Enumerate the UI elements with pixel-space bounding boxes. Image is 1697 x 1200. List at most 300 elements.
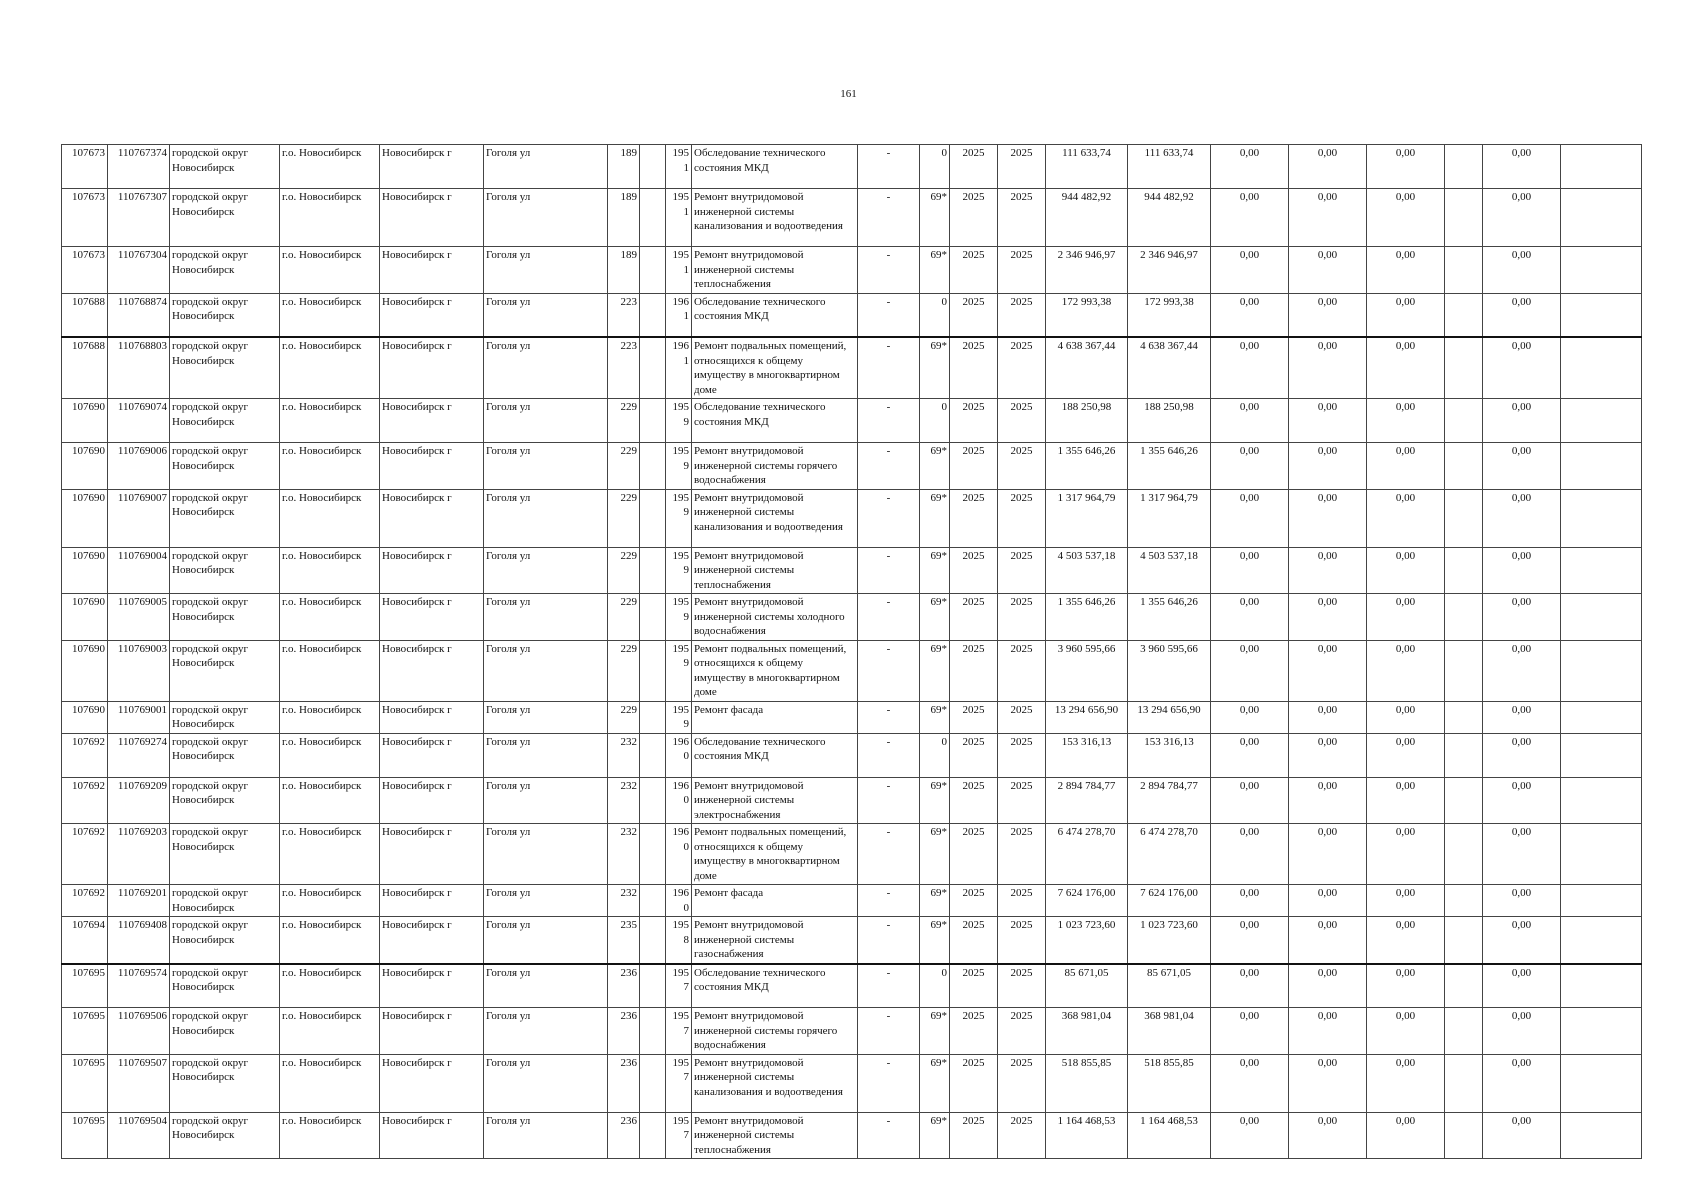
cell-empty bbox=[1561, 489, 1642, 547]
cell-y2: 2025 bbox=[998, 443, 1046, 490]
cell-y1: 2025 bbox=[950, 824, 998, 885]
table-row bbox=[62, 733, 1642, 777]
cell-z3: 0,00 bbox=[1367, 145, 1445, 189]
cell-empty bbox=[1445, 824, 1483, 885]
cell-work: Ремонт фасада bbox=[692, 701, 858, 733]
cell-z2: 0,00 bbox=[1289, 293, 1367, 337]
cell-id: 107692 bbox=[62, 777, 108, 824]
cell-y2: 2025 bbox=[998, 337, 1046, 399]
cell-id: 107695 bbox=[62, 1008, 108, 1055]
cell-work: Ремонт внутридомовой инженерной системы горячего водоснабжения bbox=[692, 443, 858, 490]
cell-sum1: 2 894 784,77 bbox=[1046, 777, 1128, 824]
cell-city: Новосибирск г bbox=[380, 777, 484, 824]
cell-city: Новосибирск г bbox=[380, 247, 484, 294]
cell-z2: 0,00 bbox=[1289, 1054, 1367, 1112]
cell-okrug: городской округ Новосибирск bbox=[170, 824, 280, 885]
cell-street: Гоголя ул bbox=[484, 1008, 608, 1055]
cell-street: Гоголя ул bbox=[484, 293, 608, 337]
cell-code2: 69* bbox=[920, 701, 950, 733]
cell-street: Гоголя ул bbox=[484, 594, 608, 641]
cell-z4: 0,00 bbox=[1483, 594, 1561, 641]
cell-code2: 69* bbox=[920, 824, 950, 885]
cell-y2: 2025 bbox=[998, 247, 1046, 294]
cell-dash: - bbox=[858, 885, 920, 917]
cell-house: 189 bbox=[608, 189, 640, 247]
cell-empty bbox=[1445, 293, 1483, 337]
cell-empty bbox=[1561, 399, 1642, 443]
cell-okrug: городской округ Новосибирск bbox=[170, 1054, 280, 1112]
cell-house: 232 bbox=[608, 885, 640, 917]
cell-z3: 0,00 bbox=[1367, 443, 1445, 490]
cell-empty bbox=[1561, 777, 1642, 824]
cell-z4: 0,00 bbox=[1483, 701, 1561, 733]
cell-city: Новосибирск г bbox=[380, 443, 484, 490]
cell-house: 189 bbox=[608, 145, 640, 189]
cell-z1: 0,00 bbox=[1211, 399, 1289, 443]
cell-empty bbox=[1561, 247, 1642, 294]
cell-okrug: городской округ Новосибирск bbox=[170, 443, 280, 490]
cell-sum2: 3 960 595,66 bbox=[1128, 640, 1211, 701]
table-row bbox=[62, 964, 1642, 1008]
cell-z4: 0,00 bbox=[1483, 917, 1561, 964]
cell-go: г.о. Новосибирск bbox=[280, 824, 380, 885]
cell-dash: - bbox=[858, 399, 920, 443]
cell-code2: 69* bbox=[920, 777, 950, 824]
cell-empty bbox=[1561, 443, 1642, 490]
table-row bbox=[62, 1054, 1642, 1112]
cell-empty bbox=[640, 964, 666, 1008]
cell-y1: 2025 bbox=[950, 247, 998, 294]
cell-empty bbox=[1445, 701, 1483, 733]
cell-code2: 69* bbox=[920, 489, 950, 547]
cell-z1: 0,00 bbox=[1211, 701, 1289, 733]
table-row bbox=[62, 547, 1642, 594]
cell-code2: 69* bbox=[920, 1054, 950, 1112]
cell-house: 229 bbox=[608, 443, 640, 490]
cell-code2: 69* bbox=[920, 885, 950, 917]
cell-empty bbox=[640, 293, 666, 337]
cell-code2: 0 bbox=[920, 964, 950, 1008]
cell-house: 229 bbox=[608, 489, 640, 547]
cell-sum2: 153 316,13 bbox=[1128, 733, 1211, 777]
table-row bbox=[62, 489, 1642, 547]
cell-y1: 2025 bbox=[950, 293, 998, 337]
cell-code: 110767307 bbox=[108, 189, 170, 247]
cell-z3: 0,00 bbox=[1367, 733, 1445, 777]
cell-work: Ремонт внутридомовой инженерной системы холодного водоснабжения bbox=[692, 594, 858, 641]
cell-empty bbox=[1561, 824, 1642, 885]
cell-sum1: 172 993,38 bbox=[1046, 293, 1128, 337]
cell-dash: - bbox=[858, 777, 920, 824]
cell-empty bbox=[1445, 189, 1483, 247]
cell-z3: 0,00 bbox=[1367, 293, 1445, 337]
cell-year: 1959 bbox=[666, 399, 692, 443]
cell-z2: 0,00 bbox=[1289, 247, 1367, 294]
cell-city: Новосибирск г bbox=[380, 399, 484, 443]
cell-code2: 0 bbox=[920, 733, 950, 777]
cell-empty bbox=[1445, 1112, 1483, 1159]
cell-id: 107695 bbox=[62, 964, 108, 1008]
cell-year: 1951 bbox=[666, 247, 692, 294]
cell-empty bbox=[1561, 701, 1642, 733]
cell-house: 236 bbox=[608, 964, 640, 1008]
cell-work: Ремонт фасада bbox=[692, 885, 858, 917]
cell-z1: 0,00 bbox=[1211, 337, 1289, 399]
cell-z4: 0,00 bbox=[1483, 399, 1561, 443]
cell-y2: 2025 bbox=[998, 733, 1046, 777]
cell-code2: 69* bbox=[920, 247, 950, 294]
cell-sum1: 2 346 946,97 bbox=[1046, 247, 1128, 294]
cell-y1: 2025 bbox=[950, 1112, 998, 1159]
cell-z1: 0,00 bbox=[1211, 964, 1289, 1008]
cell-house: 236 bbox=[608, 1112, 640, 1159]
cell-work: Ремонт внутридомовой инженерной системы горячего водоснабжения bbox=[692, 1008, 858, 1055]
cell-sum1: 4 503 537,18 bbox=[1046, 547, 1128, 594]
cell-id: 107690 bbox=[62, 399, 108, 443]
cell-code: 110769274 bbox=[108, 733, 170, 777]
cell-empty bbox=[640, 247, 666, 294]
cell-code: 110769003 bbox=[108, 640, 170, 701]
cell-sum2: 4 638 367,44 bbox=[1128, 337, 1211, 399]
cell-street: Гоголя ул bbox=[484, 189, 608, 247]
cell-y2: 2025 bbox=[998, 547, 1046, 594]
cell-id: 107690 bbox=[62, 594, 108, 641]
cell-street: Гоголя ул bbox=[484, 1112, 608, 1159]
cell-y1: 2025 bbox=[950, 443, 998, 490]
cell-z2: 0,00 bbox=[1289, 547, 1367, 594]
cell-dash: - bbox=[858, 337, 920, 399]
cell-y1: 2025 bbox=[950, 885, 998, 917]
cell-work: Ремонт внутридомовой инженерной системы теплоснабжения bbox=[692, 547, 858, 594]
table-row bbox=[62, 443, 1642, 490]
cell-house: 236 bbox=[608, 1008, 640, 1055]
cell-empty bbox=[1561, 547, 1642, 594]
cell-dash: - bbox=[858, 1008, 920, 1055]
cell-year: 1959 bbox=[666, 701, 692, 733]
cell-work: Ремонт внутридомовой инженерной системы канализования и водоотведения bbox=[692, 1054, 858, 1112]
cell-z3: 0,00 bbox=[1367, 489, 1445, 547]
cell-code2: 69* bbox=[920, 547, 950, 594]
cell-city: Новосибирск г bbox=[380, 964, 484, 1008]
cell-go: г.о. Новосибирск bbox=[280, 247, 380, 294]
cell-empty bbox=[640, 1054, 666, 1112]
cell-empty bbox=[1561, 640, 1642, 701]
cell-empty bbox=[640, 547, 666, 594]
cell-code: 110769203 bbox=[108, 824, 170, 885]
cell-z4: 0,00 bbox=[1483, 1112, 1561, 1159]
cell-go: г.о. Новосибирск bbox=[280, 1054, 380, 1112]
cell-empty bbox=[1561, 917, 1642, 964]
cell-street: Гоголя ул bbox=[484, 777, 608, 824]
cell-work: Обследование технического состояния МКД bbox=[692, 293, 858, 337]
cell-z4: 0,00 bbox=[1483, 885, 1561, 917]
cell-city: Новосибирск г bbox=[380, 594, 484, 641]
cell-code2: 69* bbox=[920, 1008, 950, 1055]
cell-sum2: 13 294 656,90 bbox=[1128, 701, 1211, 733]
cell-y2: 2025 bbox=[998, 777, 1046, 824]
cell-house: 229 bbox=[608, 594, 640, 641]
cell-work: Ремонт внутридомовой инженерной системы теплоснабжения bbox=[692, 247, 858, 294]
cell-y2: 2025 bbox=[998, 293, 1046, 337]
cell-z4: 0,00 bbox=[1483, 547, 1561, 594]
cell-code: 110769504 bbox=[108, 1112, 170, 1159]
cell-z4: 0,00 bbox=[1483, 640, 1561, 701]
cell-street: Гоголя ул bbox=[484, 443, 608, 490]
cell-okrug: городской округ Новосибирск bbox=[170, 189, 280, 247]
cell-z2: 0,00 bbox=[1289, 733, 1367, 777]
cell-id: 107673 bbox=[62, 247, 108, 294]
cell-dash: - bbox=[858, 964, 920, 1008]
table-row bbox=[62, 399, 1642, 443]
cell-z1: 0,00 bbox=[1211, 885, 1289, 917]
cell-sum2: 518 855,85 bbox=[1128, 1054, 1211, 1112]
cell-house: 223 bbox=[608, 293, 640, 337]
cell-work: Обследование технического состояния МКД bbox=[692, 399, 858, 443]
cell-go: г.о. Новосибирск bbox=[280, 1008, 380, 1055]
cell-street: Гоголя ул bbox=[484, 489, 608, 547]
table-row bbox=[62, 293, 1642, 337]
cell-city: Новосибирск г bbox=[380, 917, 484, 964]
cell-z2: 0,00 bbox=[1289, 1008, 1367, 1055]
cell-year: 1960 bbox=[666, 733, 692, 777]
cell-go: г.о. Новосибирск bbox=[280, 964, 380, 1008]
cell-work: Ремонт внутридомовой инженерной системы канализования и водоотведения bbox=[692, 489, 858, 547]
cell-empty bbox=[1445, 777, 1483, 824]
cell-year: 1958 bbox=[666, 917, 692, 964]
cell-y2: 2025 bbox=[998, 145, 1046, 189]
cell-y1: 2025 bbox=[950, 547, 998, 594]
table-row bbox=[62, 594, 1642, 641]
cell-dash: - bbox=[858, 547, 920, 594]
cell-empty bbox=[640, 489, 666, 547]
cell-house: 223 bbox=[608, 337, 640, 399]
cell-okrug: городской округ Новосибирск bbox=[170, 594, 280, 641]
cell-dash: - bbox=[858, 1054, 920, 1112]
cell-id: 107688 bbox=[62, 293, 108, 337]
cell-z3: 0,00 bbox=[1367, 594, 1445, 641]
cell-z3: 0,00 bbox=[1367, 399, 1445, 443]
cell-y1: 2025 bbox=[950, 145, 998, 189]
cell-code2: 69* bbox=[920, 189, 950, 247]
cell-year: 1960 bbox=[666, 885, 692, 917]
cell-city: Новосибирск г bbox=[380, 733, 484, 777]
cell-z1: 0,00 bbox=[1211, 247, 1289, 294]
cell-code: 110767374 bbox=[108, 145, 170, 189]
cell-z4: 0,00 bbox=[1483, 443, 1561, 490]
cell-year: 1961 bbox=[666, 293, 692, 337]
cell-dash: - bbox=[858, 824, 920, 885]
cell-year: 1959 bbox=[666, 594, 692, 641]
cell-work: Ремонт внутридомовой инженерной системы газоснабжения bbox=[692, 917, 858, 964]
cell-z4: 0,00 bbox=[1483, 247, 1561, 294]
cell-go: г.о. Новосибирск bbox=[280, 1112, 380, 1159]
cell-y1: 2025 bbox=[950, 1008, 998, 1055]
cell-house: 232 bbox=[608, 824, 640, 885]
cell-y2: 2025 bbox=[998, 885, 1046, 917]
cell-id: 107673 bbox=[62, 145, 108, 189]
cell-z1: 0,00 bbox=[1211, 443, 1289, 490]
cell-street: Гоголя ул bbox=[484, 145, 608, 189]
cell-empty bbox=[1445, 917, 1483, 964]
cell-go: г.о. Новосибирск bbox=[280, 145, 380, 189]
cell-empty bbox=[640, 1008, 666, 1055]
cell-z4: 0,00 bbox=[1483, 733, 1561, 777]
cell-code2: 69* bbox=[920, 594, 950, 641]
cell-z2: 0,00 bbox=[1289, 885, 1367, 917]
cell-house: 232 bbox=[608, 733, 640, 777]
cell-okrug: городской округ Новосибирск bbox=[170, 640, 280, 701]
cell-okrug: городской округ Новосибирск bbox=[170, 777, 280, 824]
cell-city: Новосибирск г bbox=[380, 1054, 484, 1112]
cell-z2: 0,00 bbox=[1289, 777, 1367, 824]
cell-sum2: 6 474 278,70 bbox=[1128, 824, 1211, 885]
cell-house: 229 bbox=[608, 547, 640, 594]
cell-z3: 0,00 bbox=[1367, 885, 1445, 917]
cell-sum2: 1 023 723,60 bbox=[1128, 917, 1211, 964]
cell-z2: 0,00 bbox=[1289, 337, 1367, 399]
cell-y1: 2025 bbox=[950, 701, 998, 733]
cell-sum2: 2 346 946,97 bbox=[1128, 247, 1211, 294]
cell-z4: 0,00 bbox=[1483, 824, 1561, 885]
cell-go: г.о. Новосибирск bbox=[280, 640, 380, 701]
cell-z3: 0,00 bbox=[1367, 247, 1445, 294]
cell-house: 235 bbox=[608, 917, 640, 964]
cell-empty bbox=[1445, 547, 1483, 594]
cell-empty bbox=[640, 399, 666, 443]
cell-id: 107688 bbox=[62, 337, 108, 399]
cell-empty bbox=[640, 777, 666, 824]
cell-sum1: 368 981,04 bbox=[1046, 1008, 1128, 1055]
cell-z1: 0,00 bbox=[1211, 293, 1289, 337]
cell-sum1: 1 355 646,26 bbox=[1046, 443, 1128, 490]
table-row bbox=[62, 145, 1642, 189]
cell-z2: 0,00 bbox=[1289, 640, 1367, 701]
cell-code: 110769574 bbox=[108, 964, 170, 1008]
cell-sum1: 518 855,85 bbox=[1046, 1054, 1128, 1112]
cell-year: 1957 bbox=[666, 1112, 692, 1159]
cell-okrug: городской округ Новосибирск bbox=[170, 701, 280, 733]
cell-work: Ремонт внутридомовой инженерной системы канализования и водоотведения bbox=[692, 189, 858, 247]
cell-code: 110769506 bbox=[108, 1008, 170, 1055]
cell-empty bbox=[1445, 145, 1483, 189]
cell-code: 110769201 bbox=[108, 885, 170, 917]
cell-okrug: городской округ Новосибирск bbox=[170, 547, 280, 594]
cell-work: Обследование технического состояния МКД bbox=[692, 964, 858, 1008]
cell-city: Новосибирск г bbox=[380, 489, 484, 547]
cell-sum2: 944 482,92 bbox=[1128, 189, 1211, 247]
cell-city: Новосибирск г bbox=[380, 640, 484, 701]
cell-z3: 0,00 bbox=[1367, 1054, 1445, 1112]
cell-z1: 0,00 bbox=[1211, 547, 1289, 594]
cell-dash: - bbox=[858, 701, 920, 733]
cell-y2: 2025 bbox=[998, 1008, 1046, 1055]
cell-empty bbox=[640, 145, 666, 189]
cell-code2: 0 bbox=[920, 145, 950, 189]
cell-y2: 2025 bbox=[998, 1112, 1046, 1159]
cell-work: Ремонт подвальных помещений, относящихся к общему имуществу в многоквартирном доме bbox=[692, 337, 858, 399]
cell-id: 107692 bbox=[62, 733, 108, 777]
cell-go: г.о. Новосибирск bbox=[280, 443, 380, 490]
cell-sum1: 6 474 278,70 bbox=[1046, 824, 1128, 885]
cell-z4: 0,00 bbox=[1483, 337, 1561, 399]
cell-street: Гоголя ул bbox=[484, 917, 608, 964]
cell-go: г.о. Новосибирск bbox=[280, 701, 380, 733]
cell-z2: 0,00 bbox=[1289, 1112, 1367, 1159]
cell-empty bbox=[1561, 293, 1642, 337]
cell-street: Гоголя ул bbox=[484, 885, 608, 917]
cell-empty bbox=[1445, 337, 1483, 399]
cell-okrug: городской округ Новосибирск bbox=[170, 885, 280, 917]
cell-empty bbox=[640, 824, 666, 885]
cell-street: Гоголя ул bbox=[484, 1054, 608, 1112]
cell-z2: 0,00 bbox=[1289, 145, 1367, 189]
table-row bbox=[62, 777, 1642, 824]
cell-empty bbox=[640, 337, 666, 399]
cell-z4: 0,00 bbox=[1483, 189, 1561, 247]
cell-id: 107694 bbox=[62, 917, 108, 964]
cell-go: г.о. Новосибирск bbox=[280, 489, 380, 547]
cell-sum2: 368 981,04 bbox=[1128, 1008, 1211, 1055]
cell-y1: 2025 bbox=[950, 917, 998, 964]
cell-street: Гоголя ул bbox=[484, 824, 608, 885]
cell-go: г.о. Новосибирск bbox=[280, 885, 380, 917]
cell-okrug: городской округ Новосибирск bbox=[170, 337, 280, 399]
cell-empty bbox=[640, 443, 666, 490]
cell-y1: 2025 bbox=[950, 594, 998, 641]
cell-empty bbox=[640, 640, 666, 701]
cell-z1: 0,00 bbox=[1211, 1112, 1289, 1159]
cell-empty bbox=[1445, 640, 1483, 701]
cell-sum2: 111 633,74 bbox=[1128, 145, 1211, 189]
cell-y2: 2025 bbox=[998, 399, 1046, 443]
table-row bbox=[62, 247, 1642, 294]
cell-z4: 0,00 bbox=[1483, 1008, 1561, 1055]
cell-z3: 0,00 bbox=[1367, 824, 1445, 885]
cell-z1: 0,00 bbox=[1211, 640, 1289, 701]
cell-empty bbox=[1445, 489, 1483, 547]
table-row bbox=[62, 701, 1642, 733]
cell-empty bbox=[1561, 189, 1642, 247]
cell-empty bbox=[1561, 594, 1642, 641]
cell-code: 110769209 bbox=[108, 777, 170, 824]
cell-year: 1960 bbox=[666, 824, 692, 885]
cell-okrug: городской округ Новосибирск bbox=[170, 917, 280, 964]
cell-work: Ремонт внутридомовой инженерной системы теплоснабжения bbox=[692, 1112, 858, 1159]
cell-z2: 0,00 bbox=[1289, 489, 1367, 547]
table-row bbox=[62, 189, 1642, 247]
cell-sum1: 1 164 468,53 bbox=[1046, 1112, 1128, 1159]
cell-dash: - bbox=[858, 733, 920, 777]
cell-go: г.о. Новосибирск bbox=[280, 337, 380, 399]
cell-year: 1957 bbox=[666, 1054, 692, 1112]
cell-y1: 2025 bbox=[950, 964, 998, 1008]
cell-sum1: 188 250,98 bbox=[1046, 399, 1128, 443]
cell-code2: 69* bbox=[920, 1112, 950, 1159]
cell-empty bbox=[1561, 1054, 1642, 1112]
cell-id: 107690 bbox=[62, 489, 108, 547]
cell-z1: 0,00 bbox=[1211, 145, 1289, 189]
table-row bbox=[62, 1112, 1642, 1159]
cell-okrug: городской округ Новосибирск bbox=[170, 145, 280, 189]
cell-y2: 2025 bbox=[998, 489, 1046, 547]
cell-year: 1959 bbox=[666, 489, 692, 547]
cell-city: Новосибирск г bbox=[380, 547, 484, 594]
cell-sum2: 2 894 784,77 bbox=[1128, 777, 1211, 824]
cell-y2: 2025 bbox=[998, 640, 1046, 701]
cell-z2: 0,00 bbox=[1289, 189, 1367, 247]
cell-dash: - bbox=[858, 247, 920, 294]
cell-house: 236 bbox=[608, 1054, 640, 1112]
